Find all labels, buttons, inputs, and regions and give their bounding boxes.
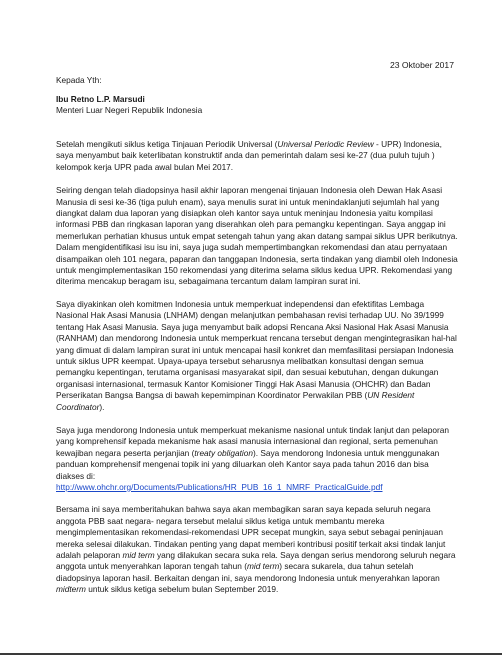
paragraph-3	[56, 299, 458, 413]
p1-text-c: - UPR) Indonesia, saya menyambut baik keterlibatan konstruktif anda dan pemerintah dalam sesi ke-27 (dua puluh tujuh ) kelompok kerja UPR pada awal bulan Mei 2017.	[56, 139, 442, 172]
recipient-name: Ibu Retno L.P. Marsudi	[56, 94, 145, 104]
p5-text-g: untuk siklus ketiga sebelum bulan September 2019.	[85, 584, 279, 595]
letter-date: 23 Oktober 2017	[389, 60, 454, 70]
p5-text-e: ) secara sukarela, dua tahun setelah diadopsinya laporan hasil. Berkaitan dengan ini, saya mendorong Indonesia untuk menyerahkan laporan	[56, 561, 440, 583]
recipient-title: Menteri Luar Negeri Republik Indonesia	[56, 105, 203, 116]
paragraph-1	[56, 139, 458, 173]
paragraph-4	[56, 425, 458, 493]
p5-italic-midterm-3: midterm	[56, 584, 86, 595]
ohchr-guide-link[interactable]: http://www.ohchr.org/Documents/Publications/HR_PUB_16_1_NMRF_PracticalGuide.pdf	[56, 481, 383, 492]
letter-body	[56, 139, 458, 608]
recipient-block	[56, 94, 202, 117]
p3-text-c: ).	[99, 401, 105, 412]
p5-text-a: Bersama ini saya memberitahukan bahwa saya akan membagikan saran saya kepada seluruh negara anggota PBB saat negara- negara tersebut melalui siklus ketiga untuk membantu mereka mengimplementasikan rekomendasi-rekomendasi UPR secepat mungkin, saya sebut sebagai peninjauan mereka selesai dilakukan. Tindakan penting yang dapat memberi kontribusi positif terkait aksi tindak lanjut adalah pelaporan	[56, 504, 446, 560]
p1-italic-upr: Universal Periodic Review	[277, 139, 374, 149]
paragraph-5	[56, 504, 458, 595]
p3-text-a: Saya diyakinkan oleh komitmen Indonesia untuk memperkuat independensi dan efektifitas Lembaga Nasional Hak Asasi Manusia (LNHAM) dengan melanjutkan pembahasan revisi terhadap UU. No 39/1999 tentang Hak Asasi Manusia. Saya juga menyambut baik adopsi Rencana Aksi Nasional Hak Asasi Manusia (RANHAM) dan mendorong Indonesia untuk memperkuat rencana tersebut dengan mengintegrasikan hal-hal yang dimuat di dalam lampiran surat ini untuk mencapai hasil konkret dan memfasilitasi persiapan Indonesia untuk siklus UPR keempat. Upaya-upaya tersebut seharusnya melibatkan konsultasi dengan semua pemangku kepentingan, terutama organisasi masyarakat sipil, dan sesuai kebutuhan, dengan dukungan organisasi internasional, termasuk Kantor Komisioner Tinggi Hak Asasi Manusia (OHCHR) dan Badan Perserikatan Bangsa Bangsa di bawah kepemimpinan Koordinator Perwakilan PBB (	[56, 298, 457, 401]
p4-italic-treaty: treaty obligation	[194, 447, 253, 458]
p5-italic-midterm-1: mid term	[122, 550, 155, 560]
p4-text-a: Saya juga mendorong Indonesia untuk memperkuat mekanisme nasional untuk tindak lanjut dan pelaporan yang komprehensif kepada mekanisme hak asasi manusia internasional dan regional, serta pemenuhan kewajiban negara peserta perjanjian (	[56, 424, 449, 458]
salutation: Kepada Yth:	[56, 75, 102, 85]
p4-text-c: ). Saya mendorong Indonesia untuk menggunakan panduan komprehensif mengenai topik ini yang diluarkan oleh Kantor saya pada tahun 2016 dan bisa diakses di:	[56, 447, 440, 481]
page-bottom-rule	[0, 653, 502, 655]
p1-text-a: Setelah mengikuti siklus ketiga Tinjauan Periodik Universal (	[56, 139, 278, 149]
paragraph-2: Seiring dengan telah diadopsinya hasil akhir laporan mengenai tinjauan Indonesia oleh Dewan Hak Asasi Manusia di sesi ke-36 (tiga puluh enam), saya menulis surat ini untuk menindaklanjuti sejumlah hal yang diangkat dalam dua laporan yang disiapkan oleh kantor saya untuk meninjau Indonesia yaitu kompilasi informasi PBB dan ringkasan laporan yang diserahkan oleh para pemangku kepentingan. Saya anggap ini memerlukan perhatian khusus untuk empat setengah tahun yang akan datang sampai siklus UPR berikutnya. Dalam mengidentifikasi isu isu ini, saya juga sudah mempertimbangkan rekomendasi dan atau pernyataan disampaikan oleh 101 negara, paparan dan tanggapan Indonesia, serta tindakan yang diambil oleh Indonesia untuk mengimplementasikan 150 rekomendasi yang diterima selama siklus kedua UPR. Rekomendasi yang diterima mencakup beragam isu, sebagaimana tercantum dalam lampiran surat ini.	[56, 185, 458, 287]
p3-italic-coordinator: UN Resident Coordinator	[56, 390, 415, 412]
p5-italic-midterm-2: mid term	[246, 561, 280, 572]
p5-text-c: yang dilakukan secara suka rela. Saya dengan serius mendorong seluruh negara anggota untuk menyerahkan laporan tengah tahun (	[56, 550, 456, 572]
